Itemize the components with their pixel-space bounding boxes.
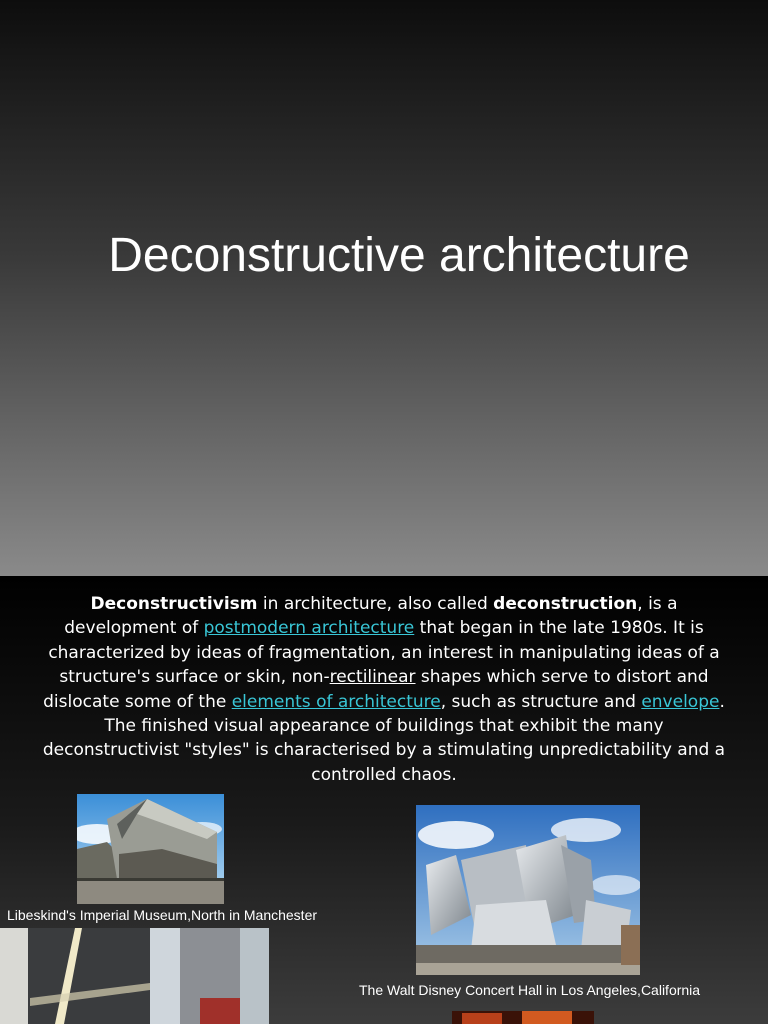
libeskind-caption: Libeskind's Imperial Museum,North in Manchester bbox=[7, 907, 318, 923]
libeskind-museum-photo bbox=[77, 794, 224, 904]
text-segment: . The finished visual appearance of buildings that exhibit the many deconstructivist "styles" is characterised by a stimulating unpredictability and a controlled chaos. bbox=[42, 691, 726, 785]
bottom-right-photo bbox=[452, 1010, 594, 1024]
content-slide bbox=[0, 576, 768, 1024]
link-elements-of-architecture[interactable]: elements of architecture bbox=[231, 691, 441, 712]
disney-caption: The Walt Disney Concert Hall in Los Angeles,California bbox=[359, 982, 701, 998]
text-segment: in architecture, also called bbox=[257, 594, 494, 614]
text-segment: , is a development of bbox=[64, 594, 678, 639]
text-segment: , such as structure and bbox=[440, 691, 642, 712]
interior-photo bbox=[0, 928, 269, 1024]
term-deconstructivism: Deconstructivism bbox=[90, 594, 258, 614]
link-rectilinear[interactable]: rectilinear bbox=[329, 667, 416, 688]
text-segment: shapes which serve to distort and dislocate some of the bbox=[43, 667, 709, 712]
text-segment: that began in the late 1980s. It is characterized by ideas of fragmentation, an interest in manipulating ideas of a structure's surface or skin, non- bbox=[48, 618, 720, 688]
description-paragraph bbox=[40, 592, 728, 787]
link-envelope[interactable]: envelope bbox=[641, 691, 720, 712]
slide-title: Deconstructive architecture bbox=[108, 229, 690, 282]
disney-hall-photo bbox=[416, 805, 640, 975]
link-postmodern-architecture[interactable]: postmodern architecture bbox=[203, 618, 415, 639]
term-deconstruction: deconstruction bbox=[493, 594, 638, 614]
